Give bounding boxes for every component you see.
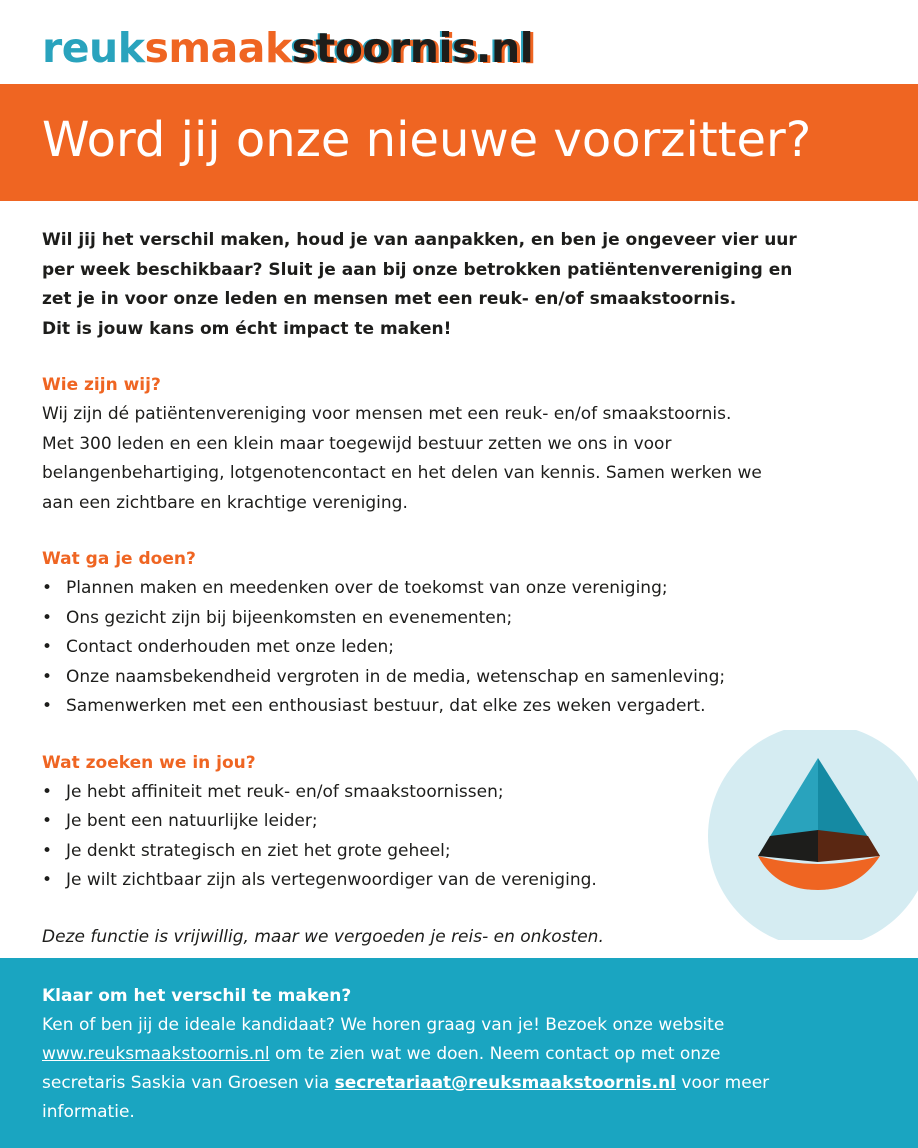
list-item-text: Je wilt zichtbaar zijn als vertegenwoordiger van de vereniging. <box>66 870 597 890</box>
bullet-icon: • <box>42 870 53 890</box>
who-line: Met 300 leden en een klein maar toegewijd bestuur zetten we ons in voor <box>42 433 672 454</box>
email-link[interactable]: secretariaat@reuksmaakstoornis.nl <box>334 1073 677 1093</box>
list-item-text: Je hebt affiniteit met reuk- en/of smaakstoornissen; <box>66 781 504 802</box>
intro-line: Wil jij het verschil maken, houd je van aanpakken, en ben je ongeveer vier uur <box>42 230 797 250</box>
section-heading-who: Wie zijn wij? <box>42 375 161 395</box>
logo-part-stoornis: stoornis.nl <box>291 24 534 72</box>
bullet-icon: • <box>42 666 53 687</box>
volunteer-note: Deze functie is vrijwillig, maar we vergoeden je reis- en onkosten. <box>42 926 604 947</box>
bullet-icon: • <box>42 637 53 657</box>
list-item <box>42 604 872 634</box>
footer-paragraph <box>42 1011 882 1127</box>
website-link[interactable]: www.reuksmaakstoornis.nl <box>42 1044 270 1064</box>
bullet-icon: • <box>42 578 53 598</box>
logo-part-reuk: reuk <box>42 24 145 72</box>
list-item <box>42 663 872 693</box>
footer-line: voor meer <box>676 1073 770 1093</box>
list-item <box>42 574 872 604</box>
bullet-icon: • <box>42 781 53 802</box>
footer-inner <box>42 982 882 1127</box>
who-line: belangenbehartiging, lotgenotencontact en het delen van kennis. Samen werken we <box>42 463 762 483</box>
footer-line: informatie. <box>42 1102 135 1122</box>
list-item-text: Plannen maken en meedenken over de toekomst van onze vereniging; <box>66 578 668 598</box>
section-who <box>42 370 872 518</box>
list-item-text: Je denkt strategisch en ziet het grote geheel; <box>66 840 451 861</box>
footer-line: om te zien wat we doen. Neem contact op met onze <box>269 1044 721 1064</box>
section-heading-tasks: Wat ga je doen? <box>42 549 196 569</box>
page-title: Word jij onze nieuwe voorzitter? <box>42 112 812 168</box>
tasks-list <box>42 574 872 722</box>
footer-line: Ken of ben jij de ideale kandidaat? We horen graag van je! Bezoek onze website <box>42 1015 725 1035</box>
intro-paragraph <box>42 226 872 344</box>
list-item-text: Samenwerken met een enthousiast bestuur, dat elke zes weken vergadert. <box>66 696 706 716</box>
logo-part-smaak: smaak <box>144 24 292 72</box>
who-line: Wij zijn dé patiëntenvereniging voor mensen met een reuk- en/of smaakstoornis. <box>42 404 732 424</box>
list-item <box>42 692 872 722</box>
section-heading-profile: Wat zoeken we in jou? <box>42 752 256 773</box>
site-logo[interactable] <box>42 18 533 78</box>
who-line: aan een zichtbare en krachtige vereniging. <box>42 492 408 513</box>
list-item-text: Contact onderhouden met onze leden; <box>66 637 395 657</box>
intro-line: zet je in voor onze leden en mensen met een reuk- en/of smaakstoornis. <box>42 289 737 309</box>
footer-heading: Klaar om het verschil te maken? <box>42 986 352 1006</box>
intro-line: Dit is jouw kans om écht impact te maken! <box>42 318 452 339</box>
list-item-text: Je bent een natuurlijke leider; <box>66 811 318 831</box>
list-item <box>42 633 872 663</box>
logo-cone-emblem-icon <box>708 730 918 940</box>
section-tasks <box>42 544 872 722</box>
title-banner <box>0 84 918 201</box>
bullet-icon: • <box>42 811 53 831</box>
contact-footer <box>0 958 918 1148</box>
bullet-icon: • <box>42 840 53 861</box>
list-item-text: Onze naamsbekendheid vergroten in de media, wetenschap en samenleving; <box>66 666 726 687</box>
who-paragraph <box>42 400 872 518</box>
bullet-icon: • <box>42 607 53 628</box>
footer-line: secretaris Saskia van Groesen via <box>42 1073 335 1093</box>
bullet-icon: • <box>42 696 53 716</box>
intro-line: per week beschikbaar? Sluit je aan bij onze betrokken patiëntenvereniging en <box>42 259 793 280</box>
list-item-text: Ons gezicht zijn bij bijeenkomsten en evenementen; <box>66 607 513 628</box>
